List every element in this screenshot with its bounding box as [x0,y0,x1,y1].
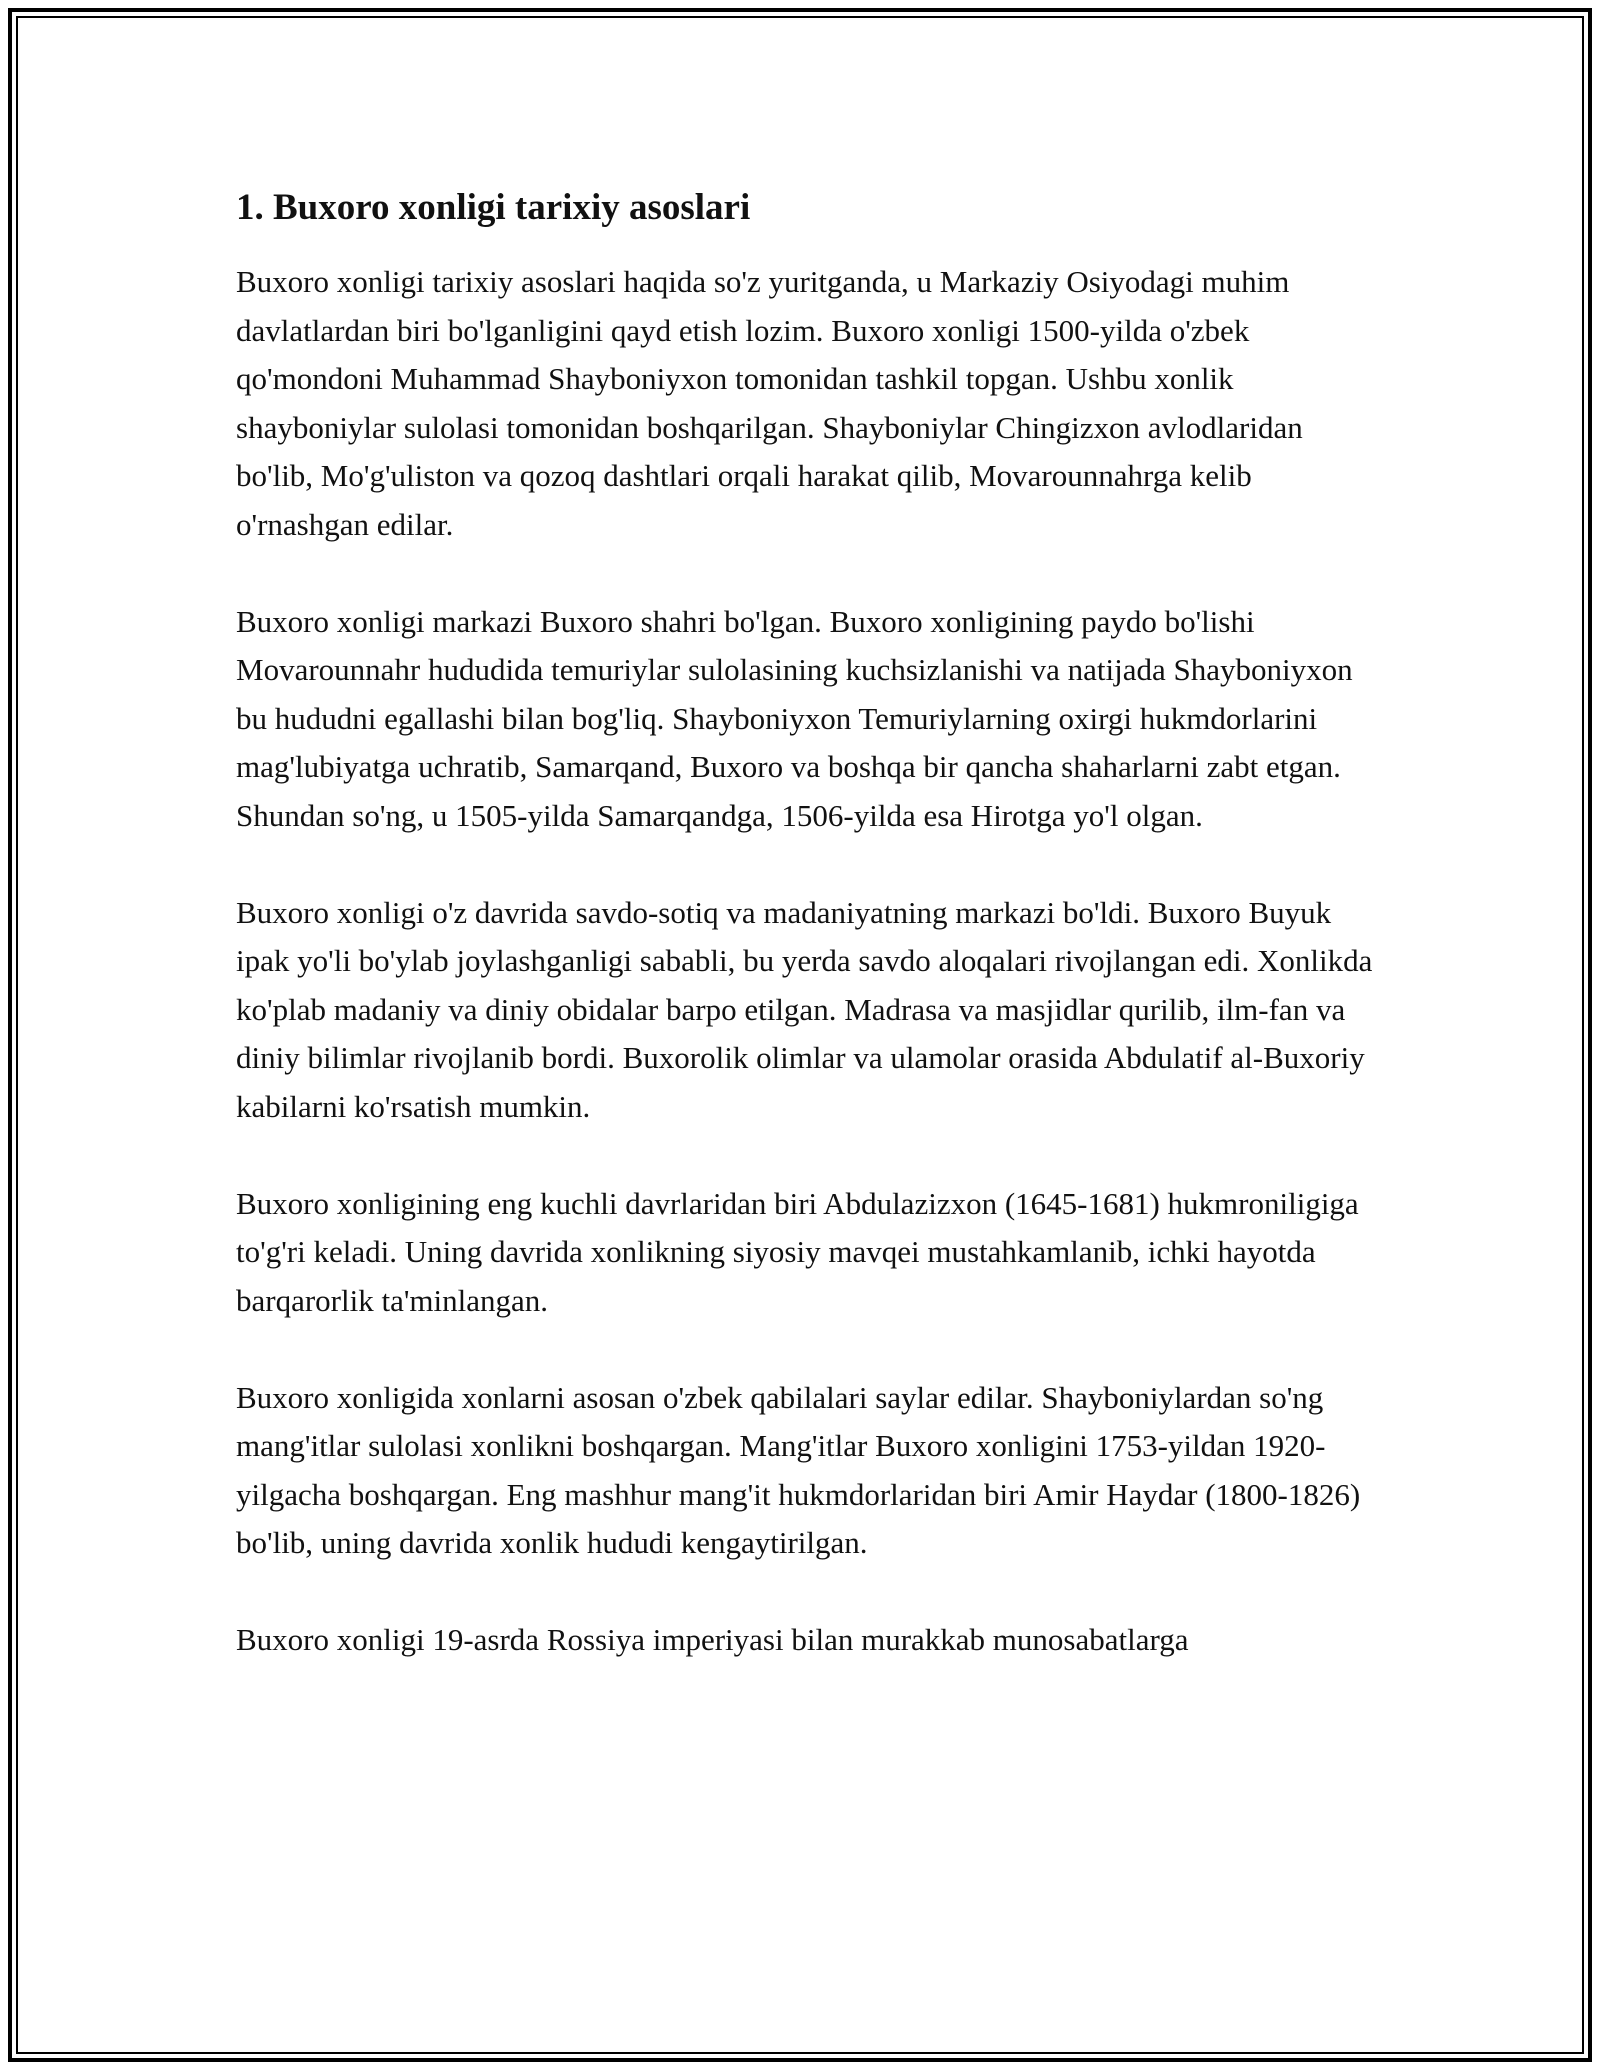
paragraph-2: Buxoro xonligi markazi Buxoro shahri bo'lgan. Buxoro xonligining paydo bo'lishi Movarounnahr hududida temuriylar sulolasining kuchsizlanishi va natijada Shayboniyxon bu hududni egallashi bilan bog'liq. Shayboniyxon Temuriylarning oxirgi hukmdorlarini mag'lubiyatga uchratib, Samarqand, Buxoro va boshqa bir qancha shaharlarni zabt etgan. Shundan so'ng, u 1505-yilda Samarqandga, 1506-yilda esa Hirotga yo'l olgan. [236,603,1353,833]
paragraph-6: Buxoro xonligi 19-asrda Rossiya imperiyasi bilan murakkab munosabatlarga [236,1622,1189,1657]
document-body [236,186,1376,1713]
paragraph-3: Buxoro xonligi o'z davrida savdo-sotiq va madaniyatning markazi bo'ldi. Buxoro Buyuk ipak yo'li bo'ylab joylashganligi sababli, bu yerda savdo aloqalari rivojlangan edi. Xonlikda ko'plab madaniy va diniy obidalar barpo etilgan. Madrasa va masjidlar qurilib, ilm-fan va diniy bilimlar rivojlanib bordi. Buxorolik olimlar va ulamolar orasida Abdulatif al-Buxoriy kabilarni ko'rsatish mumkin. [236,894,1373,1124]
section-heading: 1. Buxoro xonligi tarixiy asoslari [236,187,751,228]
paragraph-1: Buxoro xonligi tarixiy asoslari haqida so'z yuritganda, u Markaziy Osiyodagi muhim davlatlardan biri bo'lganligini qayd etish lozim. Buxoro xonligi 1500-yilda o'zbek qo'mondoni Muhammad Shayboniyxon tomonidan tashkil topgan. Ushbu xonlik shayboniylar sulolasi tomonidan boshqarilgan. Shayboniylar Chingizxon avlodlaridan bo'lib, Mo'g'uliston va qozoq dashtlari orqali harakat qilib, Movarounnahrga kelib o'rnashgan edilar. [236,264,1303,542]
paragraph-4: Buxoro xonligining eng kuchli davrlaridan biri Abdulazizxon (1645-1681) hukmroniligiga to'g'ri keladi. Uning davrida xonlikning siyosiy mavqei mustahkamlanib, ichki hayotda barqarorlik ta'minlangan. [236,1185,1359,1318]
paragraph-5: Buxoro xonligida xonlarni asosan o'zbek qabilalari saylar edilar. Shayboniylardan so'ng mang'itlar sulolasi xonlikni boshqargan. Mang'itlar Buxoro xonligini 1753-yildan 1920-yilgacha boshqargan. Eng mashhur mang'it hukmdorlaridan biri Amir Haydar (1800-1826) bo'lib, uning davrida xonlik hududi kengaytirilgan. [236,1379,1361,1560]
